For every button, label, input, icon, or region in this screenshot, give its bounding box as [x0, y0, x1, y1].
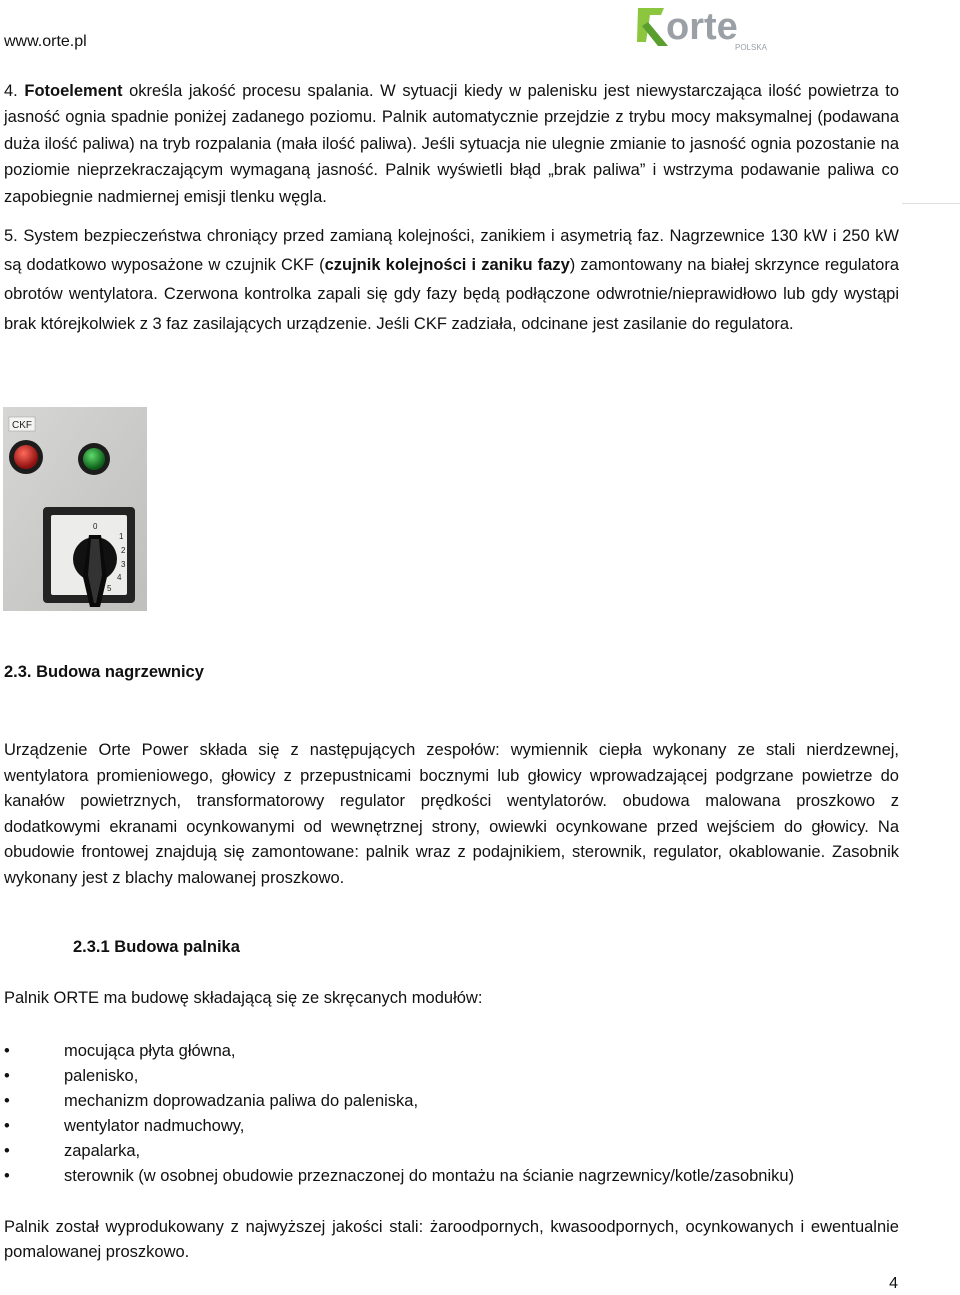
svg-text:2: 2 — [121, 546, 126, 555]
paragraph-phase-protection — [4, 222, 899, 339]
page-number: 4 — [889, 1275, 898, 1292]
bullet-marker: • — [4, 1067, 10, 1085]
list-item-text: mechanizm doprowadzania paliwa do paleniska, — [64, 1092, 419, 1110]
p5-text-b: ) zamontowany na białej skrzynce regulatora obrotów wentylatora. Czerwona kontrolka zapali się gdy fazy będą podłączone odwrotnie/nieprawidłowo lub gdy wystąpi brak którejkolwiek z 3 faz zasilających urządzenie. Jeśli CKF zadziała, odcinane jest zasilanie do regulatora. — [4, 256, 899, 333]
paragraph-photocell — [4, 78, 899, 210]
svg-text:0: 0 — [93, 522, 98, 531]
list-item — [4, 1089, 794, 1114]
p4-term: Fotoelement — [24, 82, 123, 100]
list-item — [4, 1039, 794, 1064]
bullet-marker: • — [4, 1042, 10, 1060]
ckf-panel-photo — [3, 407, 147, 611]
svg-text:orte: orte — [666, 6, 738, 48]
bullet-marker: • — [4, 1142, 10, 1160]
svg-text:5: 5 — [107, 584, 112, 593]
list-item — [4, 1114, 794, 1139]
list-item — [4, 1139, 794, 1164]
list-item-text: sterownik (w osobnej obudowie przeznaczonej do montażu na ścianie nagrzewnicy/kotle/zasobniku) — [64, 1167, 795, 1185]
svg-text:4: 4 — [117, 573, 122, 582]
list-item-text: wentylator nadmuchowy, — [64, 1117, 245, 1135]
burner-modules-list — [4, 1039, 794, 1189]
svg-text:3: 3 — [121, 560, 126, 569]
list-item — [4, 1064, 794, 1089]
svg-text:1: 1 — [119, 532, 124, 541]
list-item-text: zapalarka, — [64, 1142, 141, 1160]
list-item — [4, 1164, 794, 1189]
svg-text:CKF: CKF — [12, 420, 32, 431]
paragraph-burner-intro: Palnik ORTE ma budowę składającą się ze skręcanych modułów: — [4, 989, 483, 1007]
bullet-marker: • — [4, 1167, 10, 1185]
heading-2-3-1: 2.3.1 Budowa palnika — [73, 938, 240, 956]
orte-logo — [634, 2, 774, 52]
p5-bold: czujnik kolejności i zaniku fazy — [324, 256, 570, 275]
bullet-marker: • — [4, 1092, 10, 1110]
list-item-text: mocująca płyta główna, — [64, 1042, 236, 1060]
p4-text: określa jakość procesu spalania. W sytuacji kiedy w palenisku jest niewystarczająca ilość powietrza to jasność ognia spadnie poniżej zadanego poziomu. Palnik automatycznie przejdzie z trybu mocy maksymalnej (podawana duża ilość paliwa) na tryb rozpalania (mała ilość paliwa). Jeśli sytuacja nie ulegnie zmianie to jasność ognia pozostanie na poziomie nieprzekraczającym wymaganą jasność. Palnik wyświetli błąd „brak paliwa” i wstrzyma podawanie paliwa co zapobiegnie nadmiernej emisji tlenku węgla. — [4, 82, 899, 206]
svg-text:POLSKA: POLSKA — [735, 43, 768, 52]
paragraph-heater-construction: Urządzenie Orte Power składa się z następujących zespołów: wymiennik ciepła wykonany ze stali nierdzewnej, wentylatora promieniowego, głowicy z przepustnicami bocznymi lub głowicy wprowadzającej podgrzane powietrze do kanałów powietrznych, transformatorowy regulator prędkości wentylatorów. obudowa malowana proszkowo z dodatkowymi ekranami ocynkowanymi od wewnętrznej strony, owiewki ocynkowane przed wejściem do głowicy. Na obudowie frontowej znajdują się zamontowane: palnik wraz z podajnikiem, sterownik, regulator, okablowanie. Zasobnik wykonany jest z blachy malowanej proszkowo. — [4, 741, 899, 887]
p5-text-a: 5. System bezpieczeństwa chroniący przed zamianą kolejności, zanikiem i asymetrią faz. Nagrzewnice 130 kW i 250 kW są dodatkowo wyposażone w czujnik CKF ( — [4, 227, 899, 275]
bullet-marker: • — [4, 1117, 10, 1135]
heading-2-3: 2.3. Budowa nagrzewnicy — [4, 663, 204, 681]
list-item-text: palenisko, — [64, 1067, 139, 1085]
p4-number: 4. — [4, 82, 18, 100]
paragraph-burner-materials: Palnik został wyprodukowany z najwyższej jakości stali: żaroodpornych, kwasoodpornych, ocynkowanych i ewentualnie pomalowanej proszkowo. — [4, 1218, 899, 1261]
margin-mark — [902, 203, 960, 204]
site-url[interactable]: www.orte.pl — [4, 33, 87, 50]
